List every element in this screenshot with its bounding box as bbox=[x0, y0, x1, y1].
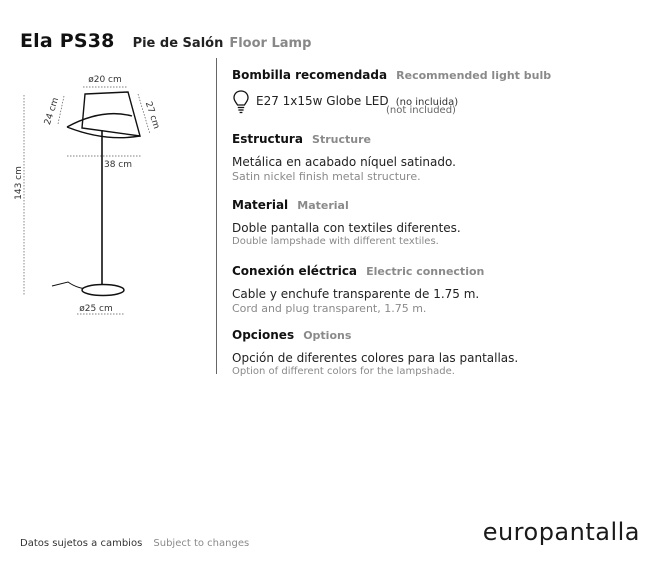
section-options bbox=[232, 324, 642, 377]
heading-es: Opciones bbox=[232, 328, 295, 342]
heading-en: Options bbox=[303, 329, 352, 342]
heading-es: Estructura bbox=[232, 132, 303, 146]
heading-en: Structure bbox=[312, 133, 371, 146]
section-heading bbox=[232, 324, 642, 343]
section-material bbox=[232, 194, 642, 247]
footer-note bbox=[20, 531, 249, 550]
section-heading bbox=[232, 64, 642, 83]
bulb-row bbox=[232, 89, 642, 125]
product-type-en: Floor Lamp bbox=[229, 36, 312, 51]
lamp-base bbox=[82, 285, 124, 296]
footer-note-es: Datos sujetos a cambios bbox=[20, 538, 143, 549]
text-en: Option of different colors for the lampshade. bbox=[232, 366, 455, 377]
text-es: Cable y enchufe transparente de 1.75 m. bbox=[232, 287, 480, 301]
bulb-spec: E27 1x15w Globe LED bbox=[256, 94, 389, 108]
heading-es: Material bbox=[232, 198, 289, 212]
model-title: Ela PS38 bbox=[20, 30, 115, 52]
vertical-divider bbox=[216, 58, 217, 374]
heading-en: Electric connection bbox=[366, 265, 485, 278]
lamp-drawing bbox=[10, 60, 210, 330]
text-es: Opción de diferentes colores para las pantallas. bbox=[232, 351, 519, 365]
lamp-diagram-svg bbox=[10, 60, 210, 330]
heading-es: Conexión eléctrica bbox=[232, 264, 358, 278]
light-bulb-icon bbox=[232, 89, 250, 115]
section-heading bbox=[232, 194, 642, 213]
section-connection bbox=[232, 260, 642, 315]
text-en: Cord and plug transparent, 1.75 m. bbox=[232, 302, 427, 315]
brand-logo: europantalla bbox=[482, 518, 640, 546]
text-es: Doble pantalla con textiles diferentes. bbox=[232, 221, 461, 235]
section-structure bbox=[232, 128, 642, 183]
text-en: Double lampshade with different textiles. bbox=[232, 236, 439, 247]
bulb-note-en: (not included) bbox=[386, 105, 456, 116]
section-heading bbox=[232, 260, 642, 279]
text-en: Satin nickel finish metal structure. bbox=[232, 170, 421, 183]
footer-note-en: Subject to changes bbox=[153, 538, 250, 549]
dim-shade-width: 38 cm bbox=[103, 160, 133, 170]
dim-shade-left: 24 cm bbox=[43, 96, 62, 127]
heading-es: Bombilla recomendada bbox=[232, 68, 388, 82]
lampshade bbox=[67, 92, 140, 138]
dim-top-diameter: ø20 cm bbox=[88, 75, 122, 85]
page-header bbox=[20, 30, 311, 52]
heading-en: Material bbox=[297, 199, 349, 212]
dim-shade-right: 27 cm bbox=[142, 100, 161, 131]
dim-total-height: 143 cm bbox=[14, 166, 24, 200]
section-heading bbox=[232, 128, 642, 147]
text-es: Metálica en acabado níquel satinado. bbox=[232, 155, 456, 169]
section-bulb bbox=[232, 64, 642, 125]
product-type-es: Pie de Salón bbox=[132, 36, 224, 51]
bulb-note-es: (no incluida) bbox=[395, 97, 459, 108]
heading-en: Recommended light bulb bbox=[396, 69, 552, 82]
dim-base-diameter: ø25 cm bbox=[79, 304, 113, 314]
